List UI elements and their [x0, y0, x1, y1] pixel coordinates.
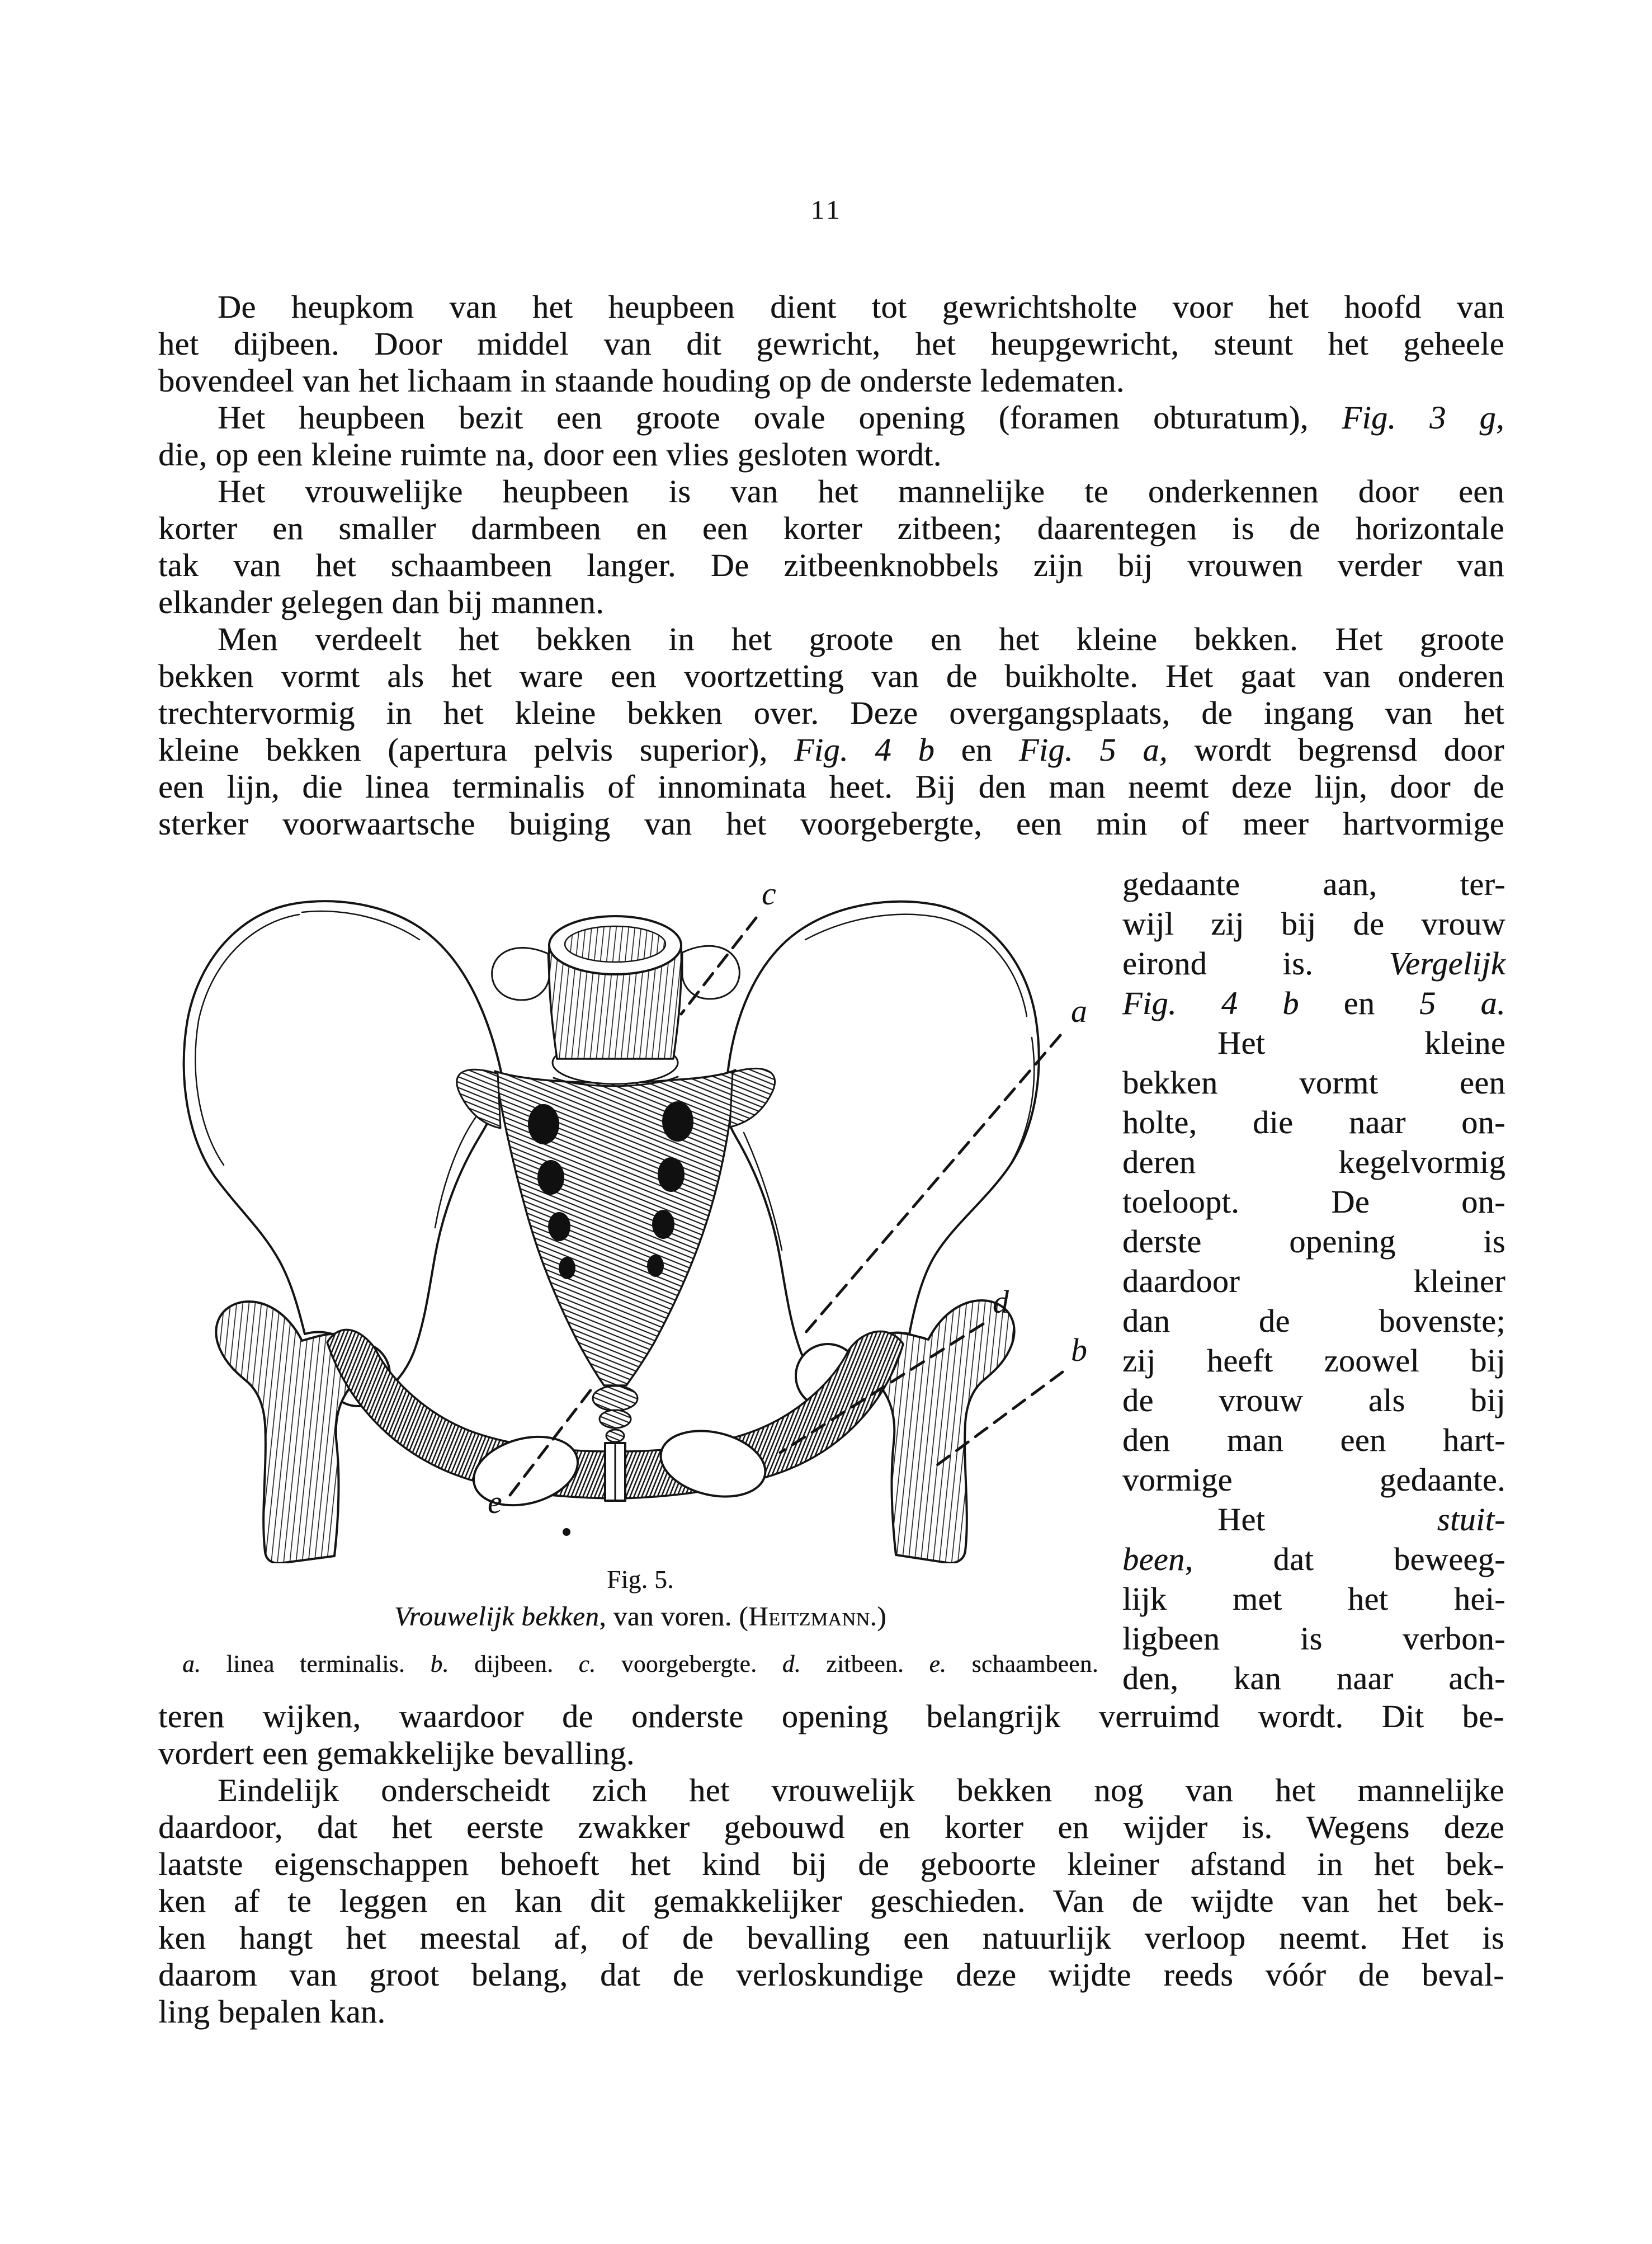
text-line: daardoor, dat het eerste zwakker gebouwd en korter en wijder is. Wegens deze [158, 1809, 1504, 1845]
pelvis-figure [168, 870, 1113, 1563]
figure-label-b: b [1071, 1332, 1087, 1368]
text-line: teren wijken, waardoor de onderste opening belangrijk verruimd wordt. Dit be- [158, 1698, 1504, 1734]
text-line: bekken vormt als het ware een voortzetting van de buikholte. Het gaat van onderen [158, 658, 1504, 694]
page-number: 11 [810, 195, 843, 225]
text-line: toeloopt. De on- [1122, 1184, 1505, 1220]
text-line: daardoor kleiner [1122, 1263, 1505, 1299]
text-line: Vrouwelijk bekken, van voren. (Heitzmann.) [394, 1601, 887, 1632]
text-line: het dijbeen. Door middel van dit gewricht, het heupgewricht, steunt het geheele [158, 326, 1504, 362]
caption-legend [168, 1649, 1113, 1680]
text-line: ligbeen is verbon- [1122, 1620, 1505, 1657]
ink-dot [563, 1528, 570, 1536]
text-line: elkander gelegen dan bij mannen. [158, 584, 605, 620]
figure-label-e: e [488, 1484, 502, 1520]
text-line: die, op een kleine ruimte na, door een vlies gesloten wordt. [158, 436, 942, 473]
text-line: kleine bekken (apertura pelvis superior), Fig. 4 b en Fig. 5 a, wordt begrensd door [158, 732, 1504, 768]
text-line: ken af te leggen en kan dit gemakkelijker geschieden. Van de wijdte van het bek- [158, 1883, 1504, 1919]
text-line: tak van het schaambeen langer. De zitbeenknobbels zijn bij vrouwen verder van [158, 547, 1504, 583]
text-line: Het heupbeen bezit een groote ovale opening (foramen obturatum), Fig. 3 g, [218, 399, 1505, 436]
text-line: derste opening is [1122, 1223, 1505, 1260]
text-line: Men verdeelt het bekken in het groote en het kleine bekken. Het groote [218, 621, 1504, 657]
text-line: holte, die naar on- [1122, 1104, 1505, 1140]
text-line: daarom van groot belang, dat de verloskundige deze wijdte reeds vóór de beval- [158, 1957, 1504, 1993]
text-line: wijl zij bij de vrouw [1122, 906, 1505, 942]
caption-title [168, 1599, 1113, 1634]
text-line: Het vrouwelijke heupbeen is van het mannelijke te onderkennen door een [218, 473, 1504, 510]
text-line: bovendeel van het lichaam in staande houding op de onderste ledematen. [158, 362, 1125, 399]
text-line: sterker voorwaartsche buiging van het voorgebergte, een min of meer hartvormige [158, 805, 1504, 842]
text-line: trechtervormig in het kleine bekken over. Deze overgangsplaats, de ingang van het [158, 695, 1504, 731]
text-line: deren kegelvormig [1122, 1144, 1505, 1180]
text-line: ling bepalen kan. [158, 1993, 386, 2030]
text-line: bekken vormt een [1122, 1064, 1505, 1101]
text-line: Eindelijk onderscheidt zich het vrouwelijk bekken nog van het mannelijke [218, 1772, 1504, 1808]
pelvis-illustration [168, 870, 1113, 1563]
text-line: korter en smaller darmbeen en een korter zitbeen; daarentegen is de horizontale [158, 510, 1504, 546]
text-line: den man een hart- [1122, 1422, 1505, 1458]
text-line: een lijn, die linea terminalis of innominata heet. Bij den man neemt deze lijn, door de [158, 769, 1504, 805]
figure-label-a: a [1071, 993, 1087, 1029]
sacrum [457, 1068, 775, 1442]
text-line: vormige gedaante. [1122, 1462, 1505, 1498]
caption-fig-number: Fig. 5. [607, 1566, 674, 1594]
text-line: zij heeft zoowel bij [1122, 1342, 1505, 1379]
text-line: dan de bovenste; [1122, 1303, 1505, 1339]
text-line: Het stuit- [1217, 1501, 1505, 1538]
lumbar-vertebra [492, 916, 740, 1084]
text-line: a. linea terminalis. b. dijbeen. c. voorgebergte. d. zitbeen. e. schaambeen. [182, 1651, 1098, 1677]
text-line: eirond is. Vergelijk [1122, 945, 1505, 982]
figure-label-c: c [762, 875, 776, 912]
body-text-top [158, 289, 1504, 842]
figure-caption [168, 1564, 1113, 1680]
text-line: vordert een gemakkelijke bevalling. [158, 1735, 635, 1771]
text-line: Fig. 4 b en 5 a. [1122, 985, 1506, 1021]
figure-label-d: d [993, 1284, 1009, 1320]
body-text-bottom [158, 1698, 1504, 2030]
text-line: den, kan naar ach- [1122, 1660, 1505, 1696]
right-wrap-column [1122, 864, 1505, 1698]
text-line: gedaante aan, ter- [1122, 866, 1505, 902]
text-line: ken hangt het meestal af, of de bevalling een natuurlijk verloop neemt. Het is [158, 1920, 1504, 1956]
text-line: de vrouw als bij [1122, 1382, 1505, 1418]
text-line: laatste eigenschappen behoeft het kind bij de geboorte kleiner afstand in het bek- [158, 1846, 1504, 1882]
text-line: Het kleine [1217, 1025, 1505, 1061]
coccyx [593, 1386, 638, 1442]
text-line: De heupkom van het heupbeen dient tot gewrichtsholte voor het hoofd van [218, 289, 1504, 325]
text-line: been, dat beweeg- [1122, 1541, 1505, 1577]
text-line: lijk met het hei- [1122, 1581, 1505, 1617]
